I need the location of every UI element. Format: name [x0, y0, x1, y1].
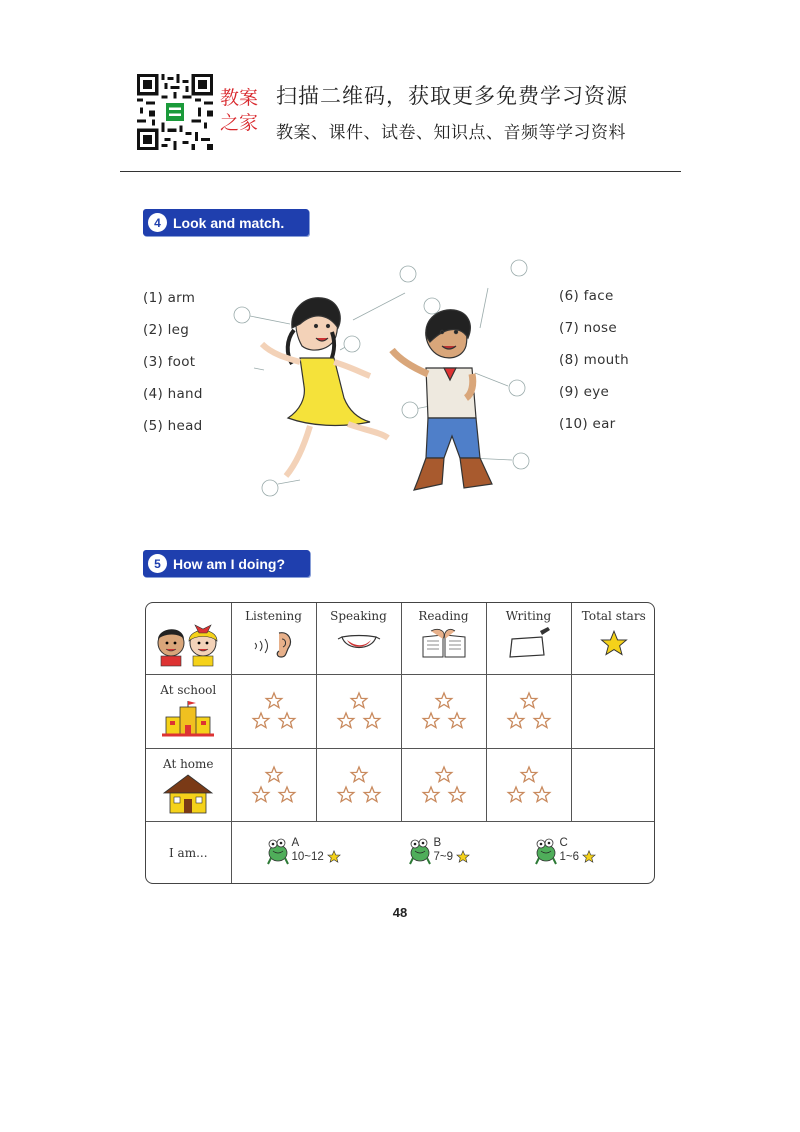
total-stars-header	[571, 603, 655, 674]
writing-label: Writing	[505, 609, 552, 623]
reading-header	[401, 603, 486, 674]
frog-icon	[532, 836, 560, 866]
table-header-row	[146, 603, 655, 674]
ear-icon	[249, 627, 299, 661]
reading-label: Reading	[418, 609, 469, 623]
frog-icon	[406, 836, 434, 866]
section-4-title: Look and match.	[173, 214, 285, 231]
word-arm: (1) arm	[143, 290, 196, 306]
star-rating-icon[interactable]	[504, 764, 554, 806]
listening-label: Listening	[245, 609, 302, 623]
word-leg: (2) leg	[143, 322, 190, 338]
word-mouth: (8) mouth	[559, 352, 629, 368]
star-rating-icon[interactable]	[504, 690, 554, 732]
star-rating-icon[interactable]	[419, 764, 469, 806]
school-building-icon	[160, 699, 216, 739]
grade-a-letter: A	[291, 836, 300, 849]
house-icon	[160, 773, 216, 815]
qr-code-image	[136, 74, 214, 150]
gold-star-icon	[582, 850, 596, 864]
grade-a	[264, 836, 341, 866]
i-am-label: I am...	[168, 846, 208, 861]
logo-text	[220, 86, 272, 136]
at-school-label: At school	[160, 682, 217, 697]
children-faces-image	[151, 611, 225, 667]
home-listening-stars	[231, 748, 316, 821]
children-corner-cell	[146, 603, 231, 674]
notebook-pencil-icon	[504, 627, 554, 661]
star-rating-icon[interactable]	[249, 764, 299, 806]
logo-line-1: 教案	[220, 87, 259, 109]
writing-header	[486, 603, 571, 674]
home-writing-stars	[486, 748, 571, 821]
star-rating-icon[interactable]	[419, 690, 469, 732]
school-speaking-stars	[316, 674, 401, 748]
mouth-icon	[334, 627, 384, 661]
grade-b-range: 7~9	[433, 850, 454, 863]
home-speaking-stars	[316, 748, 401, 821]
logo-line-2: 之家	[220, 112, 259, 134]
section-5-number: 5	[148, 554, 167, 573]
book-icon	[417, 627, 471, 661]
header-subtitle-line: 教案、课件、试卷、知识点、音频等学习资料	[276, 123, 626, 143]
girl-figure	[262, 298, 388, 476]
at-home-label: At home	[162, 756, 214, 771]
section-4-banner	[143, 209, 309, 236]
speaking-header	[316, 603, 401, 674]
grade-scale-cell	[231, 821, 655, 884]
grade-b	[406, 836, 471, 866]
school-total-cell[interactable]	[571, 674, 655, 748]
page-number: 48	[392, 905, 408, 920]
word-nose: (7) nose	[559, 320, 617, 336]
grade-a-range: 10~12	[291, 850, 324, 863]
word-face: (6) face	[559, 288, 614, 304]
header-divider	[120, 171, 681, 172]
section-5-banner	[143, 550, 310, 577]
school-writing-stars	[486, 674, 571, 748]
gold-star-icon	[456, 850, 470, 864]
speaking-label: Speaking	[330, 609, 387, 623]
table-row	[146, 674, 655, 748]
star-rating-icon[interactable]	[334, 690, 384, 732]
gold-star-icon	[327, 850, 341, 864]
word-eye: (9) eye	[559, 384, 610, 400]
section-5-title: How am I doing?	[173, 555, 285, 572]
listening-header	[231, 603, 316, 674]
word-head: (5) head	[143, 418, 203, 434]
word-hand: (4) hand	[143, 386, 203, 402]
word-ear: (10) ear	[559, 416, 616, 432]
school-reading-stars	[401, 674, 486, 748]
children-illustration	[230, 258, 550, 503]
i-am-cell	[146, 821, 231, 884]
self-assessment-table	[145, 602, 655, 884]
table-row	[146, 821, 655, 884]
star-rating-icon[interactable]	[249, 690, 299, 732]
gold-star-icon	[599, 629, 629, 659]
section-4-number: 4	[148, 213, 167, 232]
grade-c-range: 1~6	[559, 850, 580, 863]
header-promo-line: 扫描二维码，获取更多免费学习资源	[276, 84, 628, 108]
home-total-cell[interactable]	[571, 748, 655, 821]
at-home-cell	[146, 748, 231, 821]
home-reading-stars	[401, 748, 486, 821]
at-school-cell	[146, 674, 231, 748]
grade-c	[532, 836, 597, 866]
total-stars-label: Total stars	[581, 609, 646, 623]
boy-figure	[392, 310, 492, 490]
grade-b-letter: B	[433, 836, 442, 849]
star-rating-icon[interactable]	[334, 764, 384, 806]
school-listening-stars	[231, 674, 316, 748]
frog-icon	[264, 836, 292, 866]
grade-c-letter: C	[559, 836, 568, 849]
table-row	[146, 748, 655, 821]
word-foot: (3) foot	[143, 354, 196, 370]
